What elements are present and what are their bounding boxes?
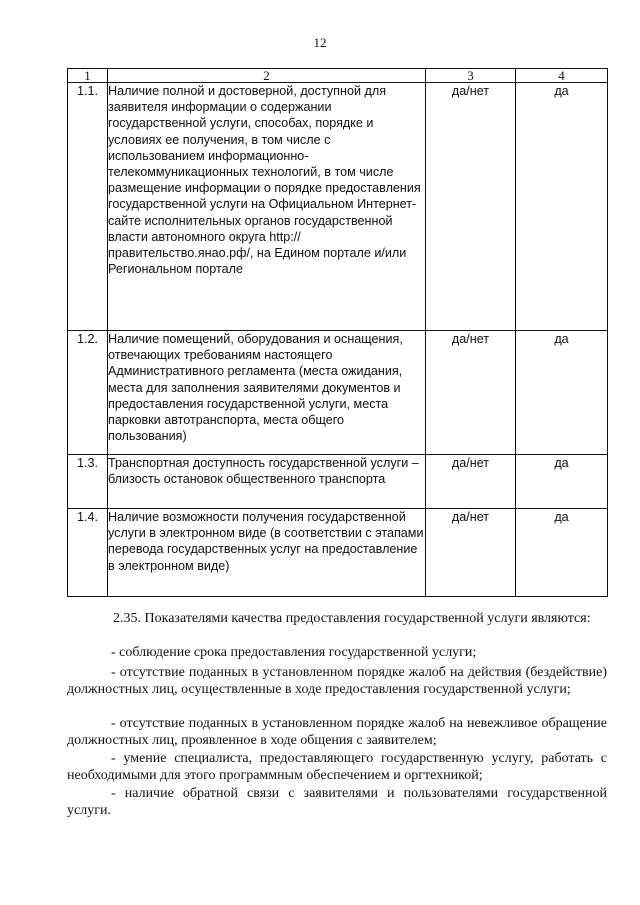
list-item-deadline: - соблюдение срока предоставления государственной услуги; <box>111 645 477 660</box>
list-item-no-complaints-actions: - отсутствие поданных в установленном порядке жалоб на действия (бездействие) должностных лиц, осуществленные в ходе предоставления государственной услуги; <box>67 665 607 697</box>
column-header-2: 2 <box>108 69 426 83</box>
table-row <box>68 83 608 331</box>
row-number: 1.2. <box>68 331 108 455</box>
row-value-col4: да <box>516 455 608 509</box>
row-value-col4: да <box>516 83 608 331</box>
table-header-row <box>68 69 608 83</box>
row-number: 1.3. <box>68 455 108 509</box>
table-row <box>68 509 608 597</box>
table-row <box>68 455 608 509</box>
page-number: 12 <box>313 35 327 50</box>
column-header-3: 3 <box>426 69 516 83</box>
list-item-feedback: - наличие обратной связи с заявителями и пользователями государственной услуги. <box>67 786 607 818</box>
paragraph-2-35: 2.35. Показателями качества предоставления государственной услуги являются: <box>113 611 591 626</box>
row-number: 1.1. <box>68 83 108 331</box>
row-description: Наличие полной и достоверной, доступной для заявителя информации о содержании государственной услуги, способах, порядке и условиях ее получения, в том числе с использованием информационно-телекоммуникационных технологий, в том числе размещение информации о порядке предоставления государственной услуги на Официальном Интернет-сайте исполнительных органов государственной власти автономного округа http://правительство.янао.рф/, на Едином портале и/или Региональном портале <box>108 83 426 331</box>
column-header-4: 4 <box>516 69 608 83</box>
row-description: Наличие возможности получения государственной услуги в электронном виде (в соответствии с этапами перевода государственных услуг на предоставление в электронном виде) <box>108 509 426 597</box>
row-value-col3: да/нет <box>426 455 516 509</box>
row-number: 1.4. <box>68 509 108 597</box>
row-value-col3: да/нет <box>426 509 516 597</box>
row-value-col4: да <box>516 331 608 455</box>
quality-indicators-table <box>67 68 608 597</box>
list-item-specialist-skills: - умение специалиста, предоставляющего государственную услугу, работать с необходимыми для этого программным обеспечением и оргтехникой; <box>67 751 607 783</box>
column-header-1: 1 <box>68 69 108 83</box>
row-description: Наличие помещений, оборудования и оснащения, отвечающих требованиям настоящего Административного регламента (места ожидания, места для заполнения заявителями документов и предоставления государственной услуги, места парковки автотранспорта, места общего пользования) <box>108 331 426 455</box>
row-value-col3: да/нет <box>426 331 516 455</box>
table-row <box>68 331 608 455</box>
row-value-col4: да <box>516 509 608 597</box>
row-value-col3: да/нет <box>426 83 516 331</box>
row-description: Транспортная доступность государственной услуги – близость остановок общественного транспорта <box>108 455 426 509</box>
list-item-no-complaints-rudeness: - отсутствие поданных в установленном порядке жалоб на невежливое обращение должностных лиц, проявленное в ходе общения с заявителем; <box>67 716 607 748</box>
